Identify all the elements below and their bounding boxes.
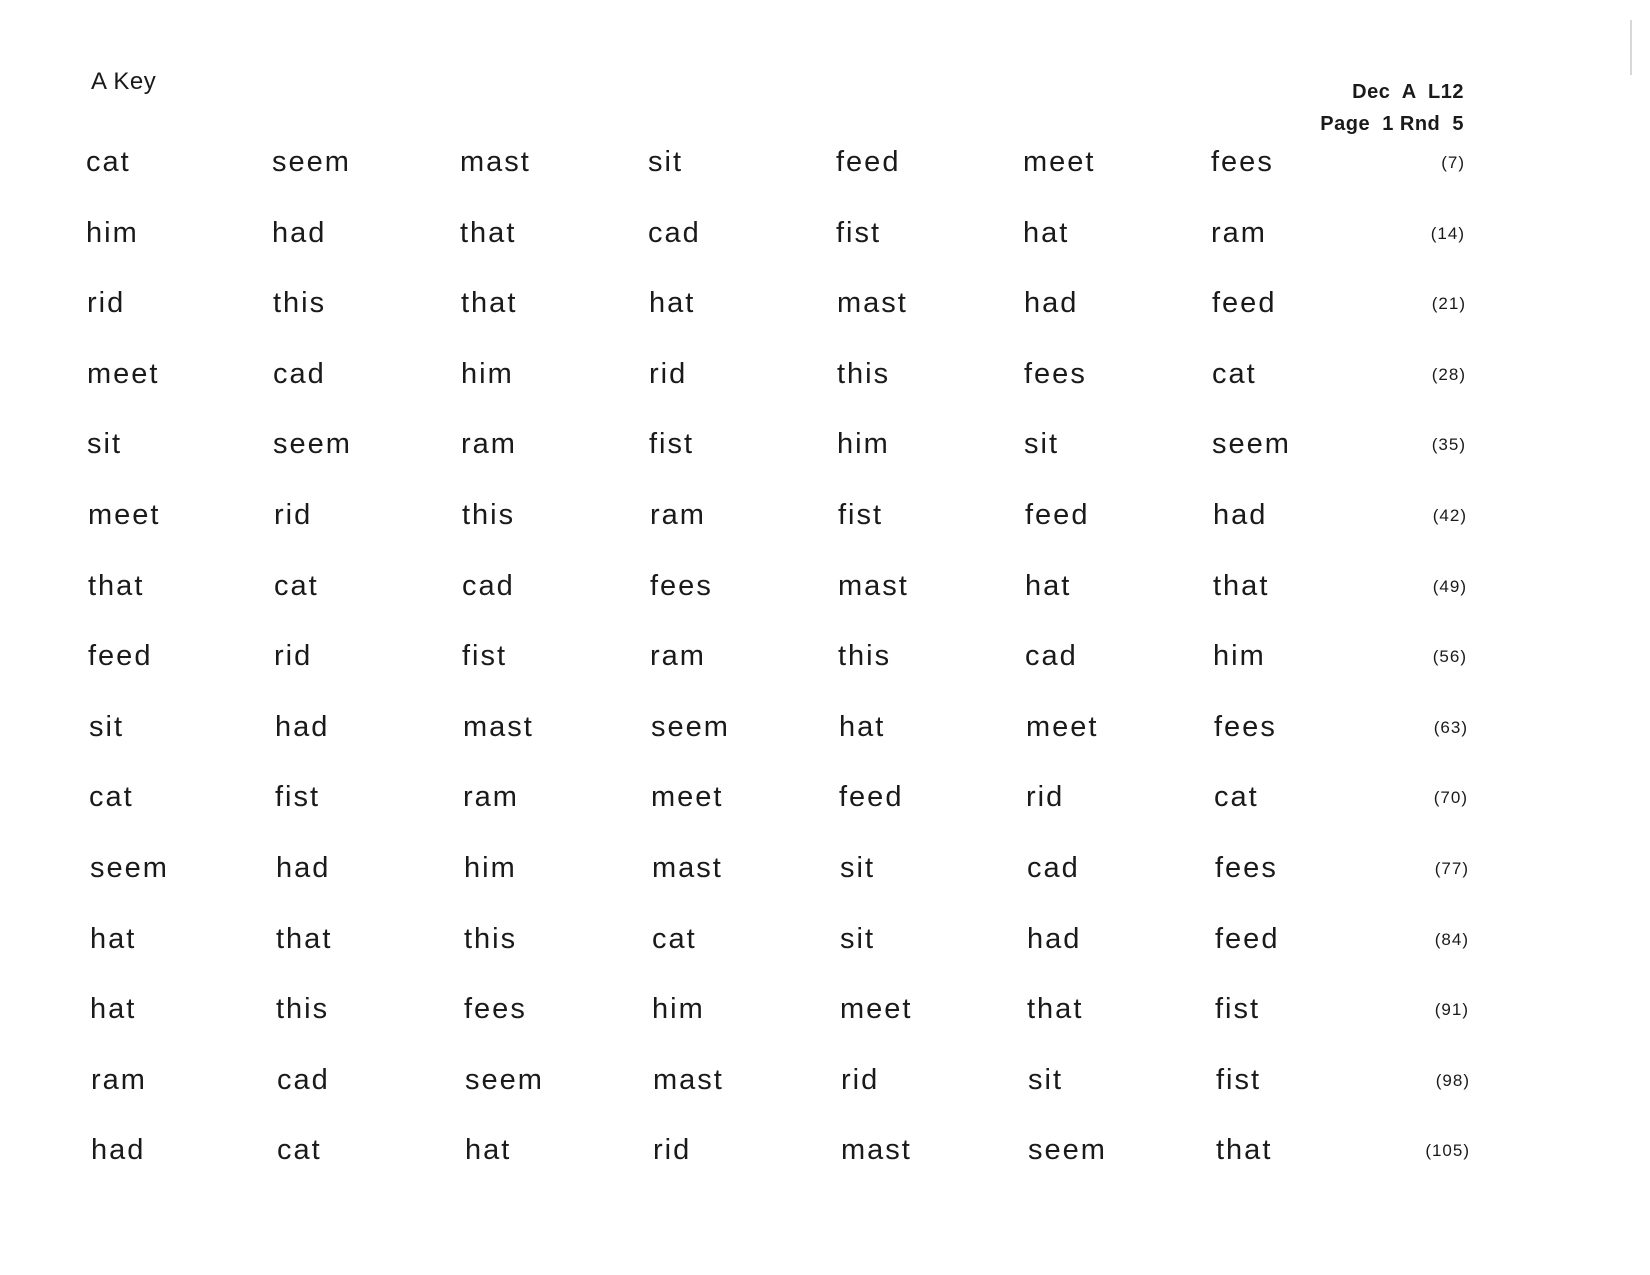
word-cell: that [1216, 1134, 1273, 1166]
word-cell: fees [1024, 358, 1087, 390]
word-cell: had [1213, 499, 1268, 531]
word-cell: cad [462, 570, 515, 602]
word-cell: hat [465, 1134, 512, 1166]
running-count: (63) [1433, 718, 1468, 737]
word-cell: meet [1026, 711, 1099, 743]
word-cell: cad [648, 217, 701, 249]
word-row [0, 424, 1650, 464]
word-cell: mast [841, 1134, 912, 1166]
word-cell: meet [88, 499, 161, 531]
word-cell: him [464, 852, 517, 884]
word-cell: cat [1212, 358, 1257, 390]
word-cell: hat [839, 711, 886, 743]
word-cell: cat [1214, 781, 1259, 813]
word-cell: that [88, 570, 145, 602]
word-cell: sit [840, 923, 875, 955]
word-cell: had [272, 217, 327, 249]
word-cell: sit [840, 852, 875, 884]
word-cell: rid [274, 499, 313, 531]
word-cell: hat [649, 287, 696, 319]
word-row [0, 566, 1650, 606]
running-count: (91) [1434, 1000, 1469, 1019]
page-round-info: Page 1 Rnd 5 [1320, 113, 1464, 135]
word-cell: ram [650, 640, 706, 672]
word-cell: this [837, 358, 891, 390]
word-cell: him [1213, 640, 1266, 672]
word-cell: ram [463, 781, 519, 813]
word-cell: this [276, 993, 330, 1025]
word-cell: cat [274, 570, 319, 602]
running-count: (105) [1425, 1141, 1470, 1160]
word-row [0, 354, 1650, 394]
word-cell: seem [1212, 428, 1291, 460]
word-cell: fist [462, 640, 508, 672]
word-row [0, 777, 1650, 817]
word-row [0, 142, 1650, 182]
word-cell: ram [91, 1064, 147, 1096]
word-cell: fist [838, 499, 884, 531]
word-cell: fees [650, 570, 713, 602]
word-cell: ram [461, 428, 517, 460]
running-count: (98) [1435, 1071, 1470, 1090]
word-row [0, 495, 1650, 535]
word-cell: this [462, 499, 516, 531]
running-count: (42) [1432, 506, 1467, 525]
word-cell: sit [1024, 428, 1059, 460]
word-cell: fist [1215, 993, 1261, 1025]
word-cell: rid [649, 358, 688, 390]
word-cell: meet [651, 781, 724, 813]
word-cell: cad [1025, 640, 1078, 672]
word-cell: rid [841, 1064, 880, 1096]
word-row [0, 1060, 1650, 1100]
word-row [0, 848, 1650, 888]
word-cell: fees [1215, 852, 1278, 884]
word-cell: rid [653, 1134, 692, 1166]
running-count: (77) [1434, 859, 1469, 878]
word-cell: sit [648, 146, 683, 178]
word-cell: had [275, 711, 330, 743]
word-cell: mast [652, 852, 723, 884]
running-count: (14) [1430, 224, 1465, 243]
word-cell: rid [1026, 781, 1065, 813]
word-cell: seem [272, 146, 351, 178]
word-cell: feed [839, 781, 904, 813]
word-cell: ram [650, 499, 706, 531]
word-cell: had [276, 852, 331, 884]
lesson-code: Dec A L12 [1352, 81, 1464, 103]
word-cell: had [1024, 287, 1079, 319]
word-cell: him [652, 993, 705, 1025]
word-cell: hat [1025, 570, 1072, 602]
word-cell: sit [1028, 1064, 1063, 1096]
word-row [0, 707, 1650, 747]
word-cell: seem [90, 852, 169, 884]
running-count: (28) [1431, 365, 1466, 384]
word-cell: rid [274, 640, 313, 672]
word-cell: fees [1211, 146, 1274, 178]
word-cell: mast [463, 711, 534, 743]
word-cell: fist [836, 217, 882, 249]
running-count: (49) [1432, 577, 1467, 596]
word-cell: had [91, 1134, 146, 1166]
word-cell: mast [653, 1064, 724, 1096]
word-cell: feed [1212, 287, 1277, 319]
word-cell: had [1027, 923, 1082, 955]
running-count: (56) [1432, 647, 1467, 666]
word-row [0, 213, 1650, 253]
word-cell: seem [465, 1064, 544, 1096]
word-cell: fees [464, 993, 527, 1025]
word-cell: hat [90, 923, 137, 955]
word-cell: mast [837, 287, 908, 319]
word-cell: him [461, 358, 514, 390]
word-cell: this [273, 287, 327, 319]
word-cell: fist [1216, 1064, 1262, 1096]
word-cell: this [464, 923, 518, 955]
word-cell: feed [1215, 923, 1280, 955]
word-cell: feed [88, 640, 153, 672]
word-cell: cat [277, 1134, 322, 1166]
word-cell: cad [1027, 852, 1080, 884]
word-row [0, 1130, 1650, 1170]
word-cell: seem [651, 711, 730, 743]
word-cell: meet [840, 993, 913, 1025]
word-cell: that [276, 923, 333, 955]
word-cell: him [86, 217, 139, 249]
word-cell: ram [1211, 217, 1267, 249]
word-row [0, 989, 1650, 1029]
word-cell: sit [89, 711, 124, 743]
running-count: (70) [1433, 788, 1468, 807]
word-cell: him [837, 428, 890, 460]
word-cell: cat [86, 146, 131, 178]
word-cell: sit [87, 428, 122, 460]
word-cell: hat [1023, 217, 1070, 249]
word-cell: cad [277, 1064, 330, 1096]
key-label: A Key [91, 68, 157, 95]
word-cell: rid [87, 287, 126, 319]
word-cell: feed [1025, 499, 1090, 531]
word-cell: fist [649, 428, 695, 460]
word-row [0, 636, 1650, 676]
word-cell: seem [273, 428, 352, 460]
word-cell: fees [1214, 711, 1277, 743]
running-count: (35) [1431, 435, 1466, 454]
word-cell: meet [1023, 146, 1096, 178]
word-cell: that [1213, 570, 1270, 602]
word-cell: that [461, 287, 518, 319]
word-cell: mast [460, 146, 531, 178]
word-row [0, 919, 1650, 959]
running-count: (7) [1441, 153, 1465, 172]
word-cell: cat [89, 781, 134, 813]
word-row [0, 283, 1650, 323]
running-count: (84) [1434, 930, 1469, 949]
word-cell: mast [838, 570, 909, 602]
word-cell: that [460, 217, 517, 249]
word-cell: fist [275, 781, 321, 813]
word-cell: seem [1028, 1134, 1107, 1166]
word-cell: this [838, 640, 892, 672]
word-cell: that [1027, 993, 1084, 1025]
word-cell: cat [652, 923, 697, 955]
word-cell: hat [90, 993, 137, 1025]
word-cell: feed [836, 146, 901, 178]
word-cell: cad [273, 358, 326, 390]
running-count: (21) [1431, 294, 1466, 313]
word-cell: meet [87, 358, 160, 390]
